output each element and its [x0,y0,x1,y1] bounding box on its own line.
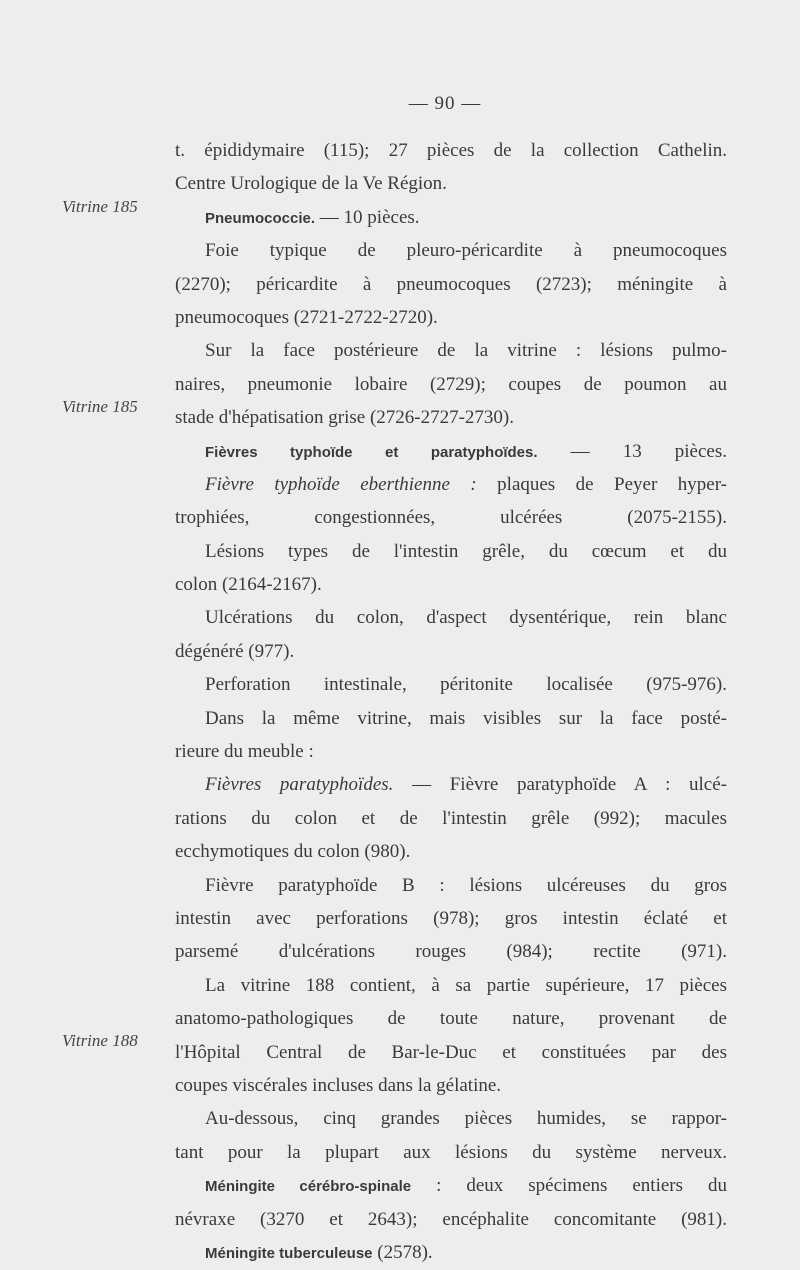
line-text: anatomo-pathologiques de toute nature, provenant de [175,1008,727,1030]
text-line [175,401,727,434]
line-text: pneumocoques (2721-2722-2720). [175,306,438,328]
italic-heading: Fièvres paratyphoïdes. [205,774,394,796]
line-text: naires, pneumonie lobaire (2729); coupes de poumon au [175,373,727,395]
line-text: : deux spécimens entiers du [411,1175,727,1197]
text-line [175,301,727,334]
line-text: t. épididymaire (115); 27 pièces de la collection Cathelin. [175,140,727,161]
text-line [175,1169,727,1202]
text-line [175,368,727,401]
text-line [175,702,727,735]
text-line [175,468,727,501]
line-text: l'Hôpital Central de Bar-le-Duc et constituées par des [175,1041,727,1063]
text-line [175,902,727,935]
italic-heading: Fièvre typhoïde eberthienne : [205,473,477,495]
line-text: — 13 pièces. [537,440,727,462]
text-line [175,568,727,601]
text-line [175,268,727,301]
line-text: intestin avec perforations (978); gros intestin éclaté et [175,907,727,929]
text-line [175,1002,727,1035]
text-line [175,601,727,634]
line-text: Lésions types de l'intestin grêle, du cœcum et du [205,540,727,562]
text-line [175,1203,727,1236]
text-line [175,1136,727,1169]
body-text [175,134,727,1269]
margin-note-vitrine-188: Vitrine 188 [62,1031,138,1050]
text-line [175,835,727,868]
text-line [175,935,727,968]
text-line [175,735,727,768]
text-line [175,869,727,902]
line-text: (2270); péricardite à pneumocoques (2723); méningite à [175,273,727,295]
margin-note-vitrine-185-b: Vitrine 185 [62,397,138,416]
text-line [175,969,727,1002]
text-line [175,768,727,801]
line-text: colon (2164-2167). [175,574,322,596]
line-text: névraxe (3270 et 2643); encéphalite concomitante (981). [175,1208,727,1230]
text-line [175,334,727,367]
line-text: dégénéré (977). [175,640,295,662]
text-line [175,167,727,200]
text-line [175,201,727,234]
line-text: (2578). [372,1241,433,1263]
text-line [175,802,727,835]
line-text: — Fièvre paratyphoïde A : ulcé- [393,774,727,796]
text-line [175,1236,727,1269]
text-line [175,134,727,167]
line-text: tant pour la plupart aux lésions du système nerveux. [175,1141,727,1163]
page-number: — 90 — [408,93,482,114]
line-text: Au-dessous, cinq grandes pièces humides, se rappor- [205,1108,727,1130]
line-text: plaques de Peyer hyper- [476,473,727,495]
text-line [175,1102,727,1135]
text-line [175,635,727,668]
line-text: Sur la face postérieure de la vitrine : lésions pulmo- [205,340,727,362]
line-text: Fièvre paratyphoïde B : lésions ulcéreuses du gros [205,874,727,896]
text-line [175,435,727,468]
line-text: rieure du meuble : [175,741,314,763]
line-text: rations du colon et de l'intestin grêle (992); macules [175,807,727,829]
section-heading: Méningite tuberculeuse [205,1244,373,1262]
text-line [175,535,727,568]
text-line [175,501,727,534]
section-heading: Fièvres typhoïde et paratyphoïdes. [205,443,538,461]
line-text: Dans la même vitrine, mais visibles sur la face posté- [205,707,727,729]
line-text: parsemé d'ulcérations rouges (984); rectite (971). [175,941,727,963]
line-text: Ulcérations du colon, d'aspect dysentérique, rein blanc [205,607,727,629]
section-heading: Méningite cérébro-spinale [205,1178,412,1196]
margin-note-vitrine-185-a: Vitrine 185 [62,197,138,216]
text-line [175,1069,727,1102]
text-line [175,234,727,267]
section-heading: Pneumococcie. [205,209,316,227]
line-text: Centre Urologique de la Ve Région. [175,173,447,195]
line-text: trophiées, congestionnées, ulcérées (2075-2155). [175,507,727,529]
line-text: coupes viscérales incluses dans la gélatine. [175,1074,502,1096]
line-text: stade d'hépatisation grise (2726-2727-2730). [175,407,515,429]
line-text: ecchymotiques du colon (980). [175,841,411,863]
line-text: — 10 pièces. [315,206,420,228]
line-text: Foie typique de pleuro-péricardite à pneumocoques [205,240,727,262]
line-text: La vitrine 188 contient, à sa partie supérieure, 17 pièces [205,974,727,996]
text-line [175,668,727,701]
text-line [175,1036,727,1069]
line-text: Perforation intestinale, péritonite localisée (975-976). [205,674,727,696]
